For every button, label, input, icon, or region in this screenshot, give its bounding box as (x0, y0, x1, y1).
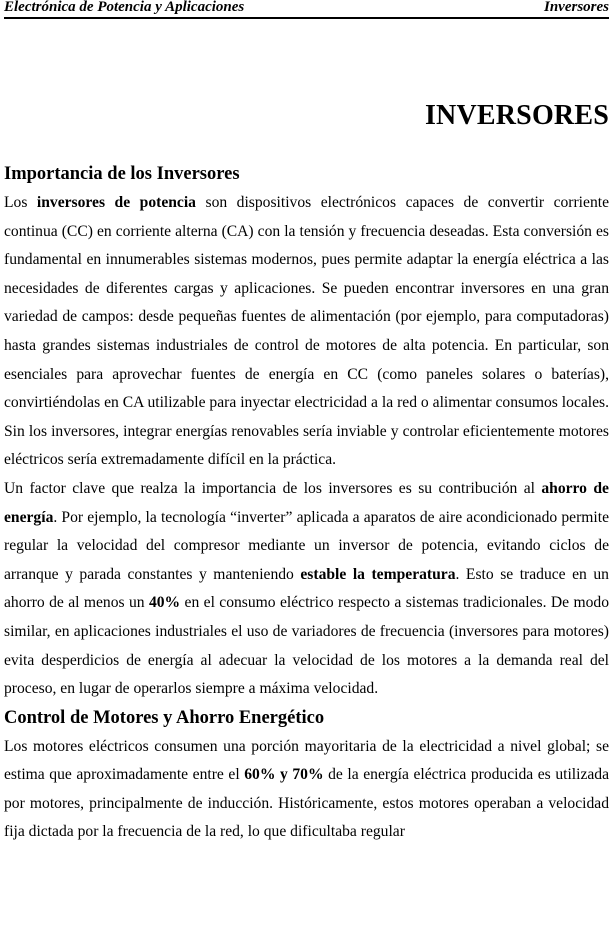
paragraph-importance-intro (4, 189, 609, 475)
header-left-title: Electrónica de Potencia y Aplicaciones (4, 0, 245, 15)
bold-term-inverters: inversores de potencia (36, 194, 196, 211)
text-run: . Por ejemplo, la tecnología “inverter” aplicada a aparatos de aire acondicionado permite regular la velocidad del compresor mediante un inversor de potencia, evitando ciclos de arranque y parada constantes y manteniendo (4, 508, 609, 583)
text-run: . Esto se traduce en un ahorro de al menos un (4, 565, 609, 612)
bold-term-motor-share: 60% y 70% (244, 766, 324, 784)
header-right-title: Inversores (543, 0, 609, 15)
text-run: Los (4, 194, 37, 211)
section-heading-motor-control: Control de Motores y Ahorro Energético (4, 707, 325, 728)
text-run: son dispositivos electrónicos capaces de convertir corriente continua (CC) en corriente alterna (CA) con la tensión y frecuencia deseadas. Esta conversión es fundamental en innumerables sistemas modernos, pues permite adaptar la energía eléctrica a las necesidades de diferentes cargas y aplicaciones. Se pueden encontrar inversores en una gran variedad de campos: desde pequeñas fuentes de alimentación (por ejemplo, para computadoras) hasta grandes sistemas industriales de control de motores de alta potencia. En particular, son esenciales para aprovechar fuentes de energía en CC (como paneles solares o baterías), convirtiéndolas en CA utilizable para inyectar electricidad a la red o alimentar consumos locales. Sin los inversores, integrar energías renovables sería inviable y controlar eficientemente motores eléctricos sería extremadamente difícil en la práctica. (4, 194, 609, 469)
bold-term-stable-temperature: estable la temperatura (300, 565, 456, 583)
document-title: INVERSORES (424, 100, 609, 131)
paragraph-motor-consumption (4, 733, 609, 847)
paragraph-energy-saving (4, 475, 609, 704)
bold-term-percentage: 40% (148, 594, 181, 612)
bold-term-energy-saving: ahorro de energía (4, 479, 609, 526)
text-run: en el consumo eléctrico respecto a sistemas tradicionales. De modo similar, en aplicaciones industriales el uso de variadores de frecuencia (inversores para motores) evita desperdicios de energía al adecuar la velocidad de los motores a la demanda real del proceso, en lugar de operarlos siempre a máxima velocidad. (4, 594, 610, 698)
text-run: de la energía eléctrica producida es utilizada por motores, principalmente de inducción. Históricamente, estos motores operaban a velocidad fija dictada por la frecuencia de la red, lo que dificultaba regular (4, 766, 609, 841)
section-heading-importance: Importancia de los Inversores (4, 164, 240, 184)
text-run: Los motores eléctricos consumen una porción mayoritaria de la electricidad a nivel global; se estima que aproximadamente entre el (4, 737, 609, 784)
running-header (4, 0, 609, 19)
text-run: Un factor clave que realza la importancia de los inversores es su contribución al (4, 479, 542, 497)
document-page (4, 0, 609, 847)
